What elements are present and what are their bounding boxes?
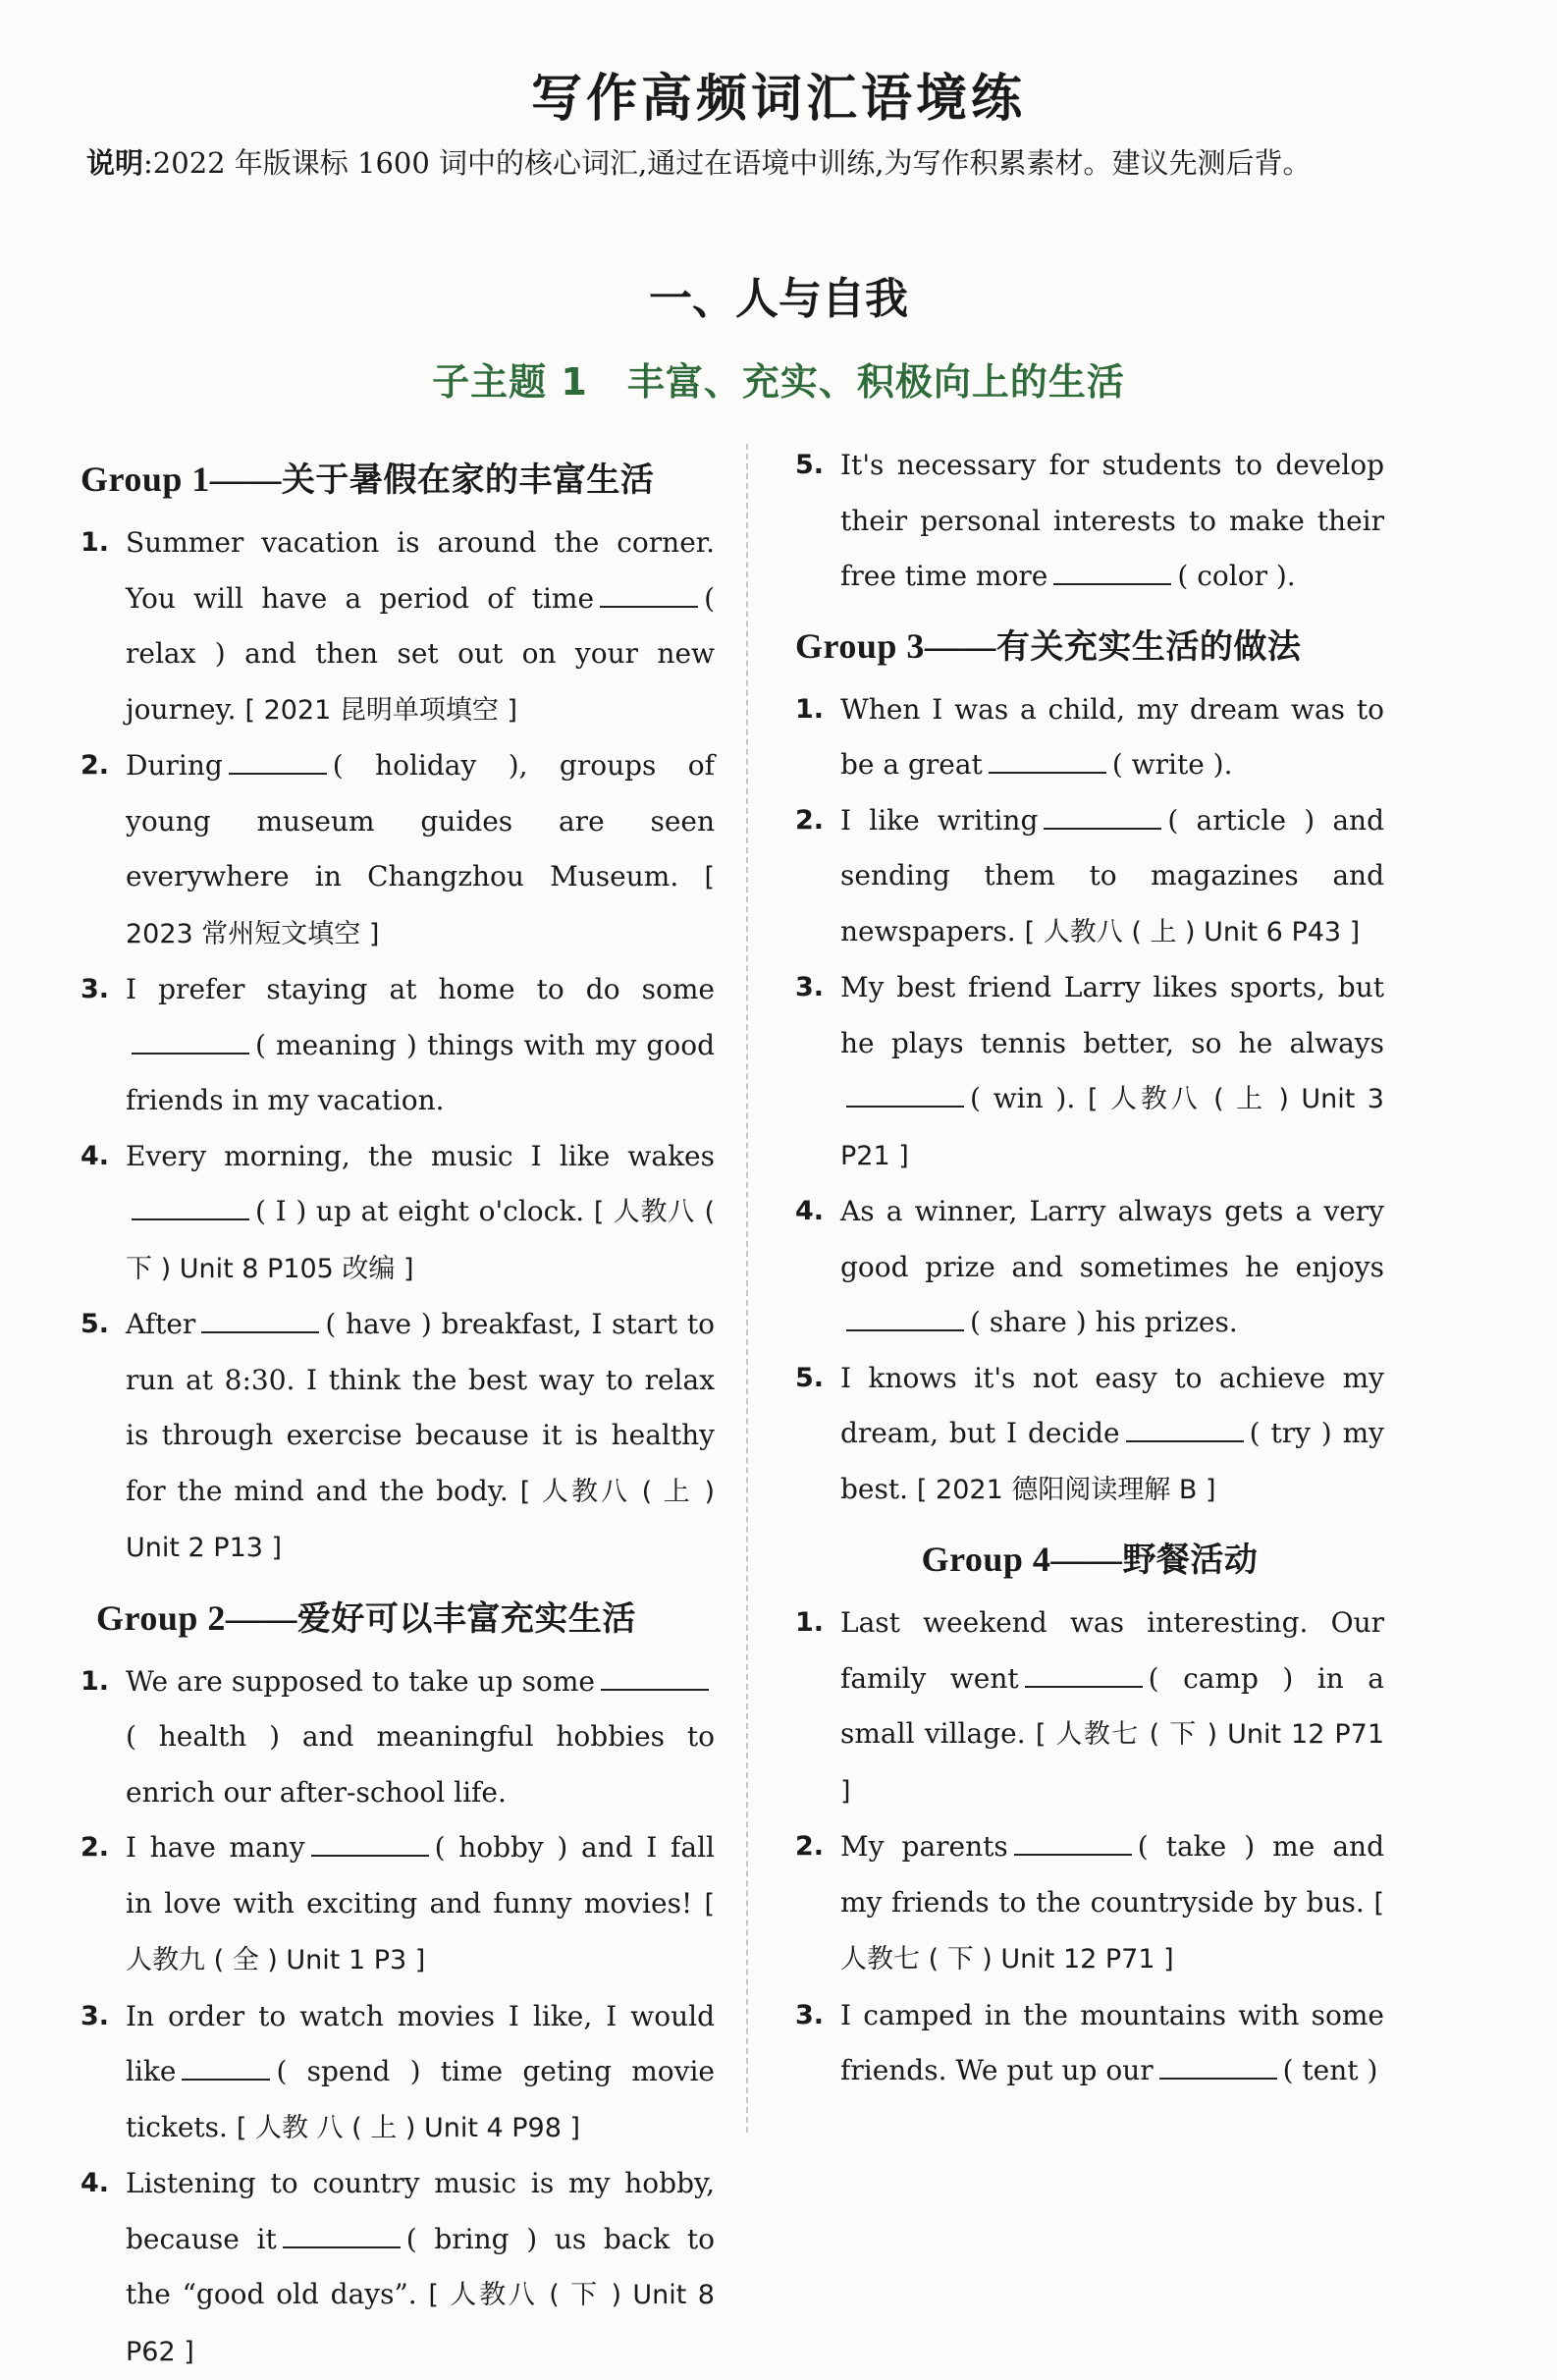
group-3-heading: Group 3——有关充实生活的做法: [795, 625, 1302, 667]
answer-blank[interactable]: [132, 1027, 249, 1055]
left-column: [81, 438, 715, 2380]
exercise-item: 2. During ( holiday ), groups of young museum guides are seen everywhere in Changzhou Museum. [ 2023 常州短文填空 ]: [81, 749, 715, 949]
exercise-item: 1. Last weekend was interesting. Our family went ( camp ) in a small village. [ 人教七 ( 下 ) Unit 12 P71 ]: [795, 1606, 1384, 1807]
column-divider: [746, 444, 748, 2133]
exercise-item: 5. I knows it's not easy to achieve my dream, but I decide ( try ) my best. [ 2021 德阳阅读理解 B ]: [795, 1361, 1384, 1505]
source-tag: [ 人教七 ( 下 ) Unit 12 P71 ]: [840, 1887, 1384, 1974]
subtheme-heading: [0, 352, 1557, 406]
answer-blank[interactable]: [1126, 1415, 1244, 1442]
source-tag: [ 人教八 ( 上 ) Unit 2 P13 ]: [126, 1476, 715, 1563]
exercise-item: 4. Listening to country music is my hobby, because it ( bring ) us back to the “good old days”. [ 人教八 ( 下 ) Unit 8 P62 ]: [81, 2167, 715, 2367]
answer-blank[interactable]: [283, 2221, 401, 2248]
intro-note: [86, 135, 1392, 190]
answer-blank[interactable]: [1053, 558, 1171, 585]
exercise-item: 2. I like writing ( article ) and sending them to magazines and newspapers. [ 人教八 ( 上 ) Unit 6 P43 ]: [795, 803, 1384, 947]
exercise-item: 5. After ( have ) breakfast, I start to run at 8:30. I think the best way to relax is through exercise because it is healthy for the mind and the body. [ 人教八 ( 上 ) Unit 2 P13 ]: [81, 1308, 715, 1563]
exercise-item: 3. I prefer staying at home to do some( meaning ) things with my good friends in my vacation.: [81, 973, 715, 1116]
source-tag: [ 人教七 ( 下 ) Unit 12 P71 ]: [840, 1719, 1384, 1807]
answer-blank[interactable]: [989, 746, 1106, 774]
answer-blank[interactable]: [600, 580, 698, 608]
section-heading: 一、人与自我: [649, 274, 908, 324]
source-tag: [ 人教八 ( 上 ) Unit 6 P43 ]: [1024, 916, 1361, 947]
right-column: [795, 438, 1384, 2099]
answer-blank[interactable]: [132, 1193, 249, 1220]
exercise-item: 2. I have many ( hobby ) and I fall in love with exciting and funny movies! [ 人教九 ( 全 ) Unit 1 P3 ]: [81, 1831, 716, 1975]
group-2-heading: Group 2——爱好可以丰富充实生活: [96, 1597, 636, 1639]
answer-blank[interactable]: [201, 1306, 319, 1333]
source-tag: [ 人教九 ( 全 ) Unit 1 P3 ]: [126, 1888, 716, 1975]
exercise-item: 1. When I was a child, my dream was to be a great ( write ).: [795, 692, 1384, 781]
answer-blank[interactable]: [846, 1304, 964, 1331]
subtheme-code: 子主题 1: [432, 360, 588, 404]
exercise-item: 1. We are supposed to take up some( health ) and meaningful hobbies to enrich our after-school life.: [81, 1664, 715, 1809]
intro-label: 说明: [86, 146, 144, 180]
group-4-heading: Group 4——野餐活动: [921, 1540, 1259, 1580]
answer-blank[interactable]: [1159, 2052, 1277, 2080]
exercise-item: 3. My best friend Larry likes sports, but he plays tennis better, so he always( win ). [ 人教八 ( 上 ) Unit 3 P21 ]: [795, 971, 1384, 1171]
answer-blank[interactable]: [229, 747, 327, 775]
source-tag: [ 人教八 ( 下 ) Unit 8 P105 改编 ]: [126, 1197, 716, 1284]
group-1-heading: Group 1——关于暑假在家的丰富生活: [81, 460, 655, 500]
exercise-item: 4. Every morning, the music I like wakes( I ) up at eight o'clock. [ 人教八 ( 下 ) Unit 8 P105 改编 ]: [81, 1139, 716, 1284]
answer-blank[interactable]: [311, 1829, 429, 1857]
exercise-item: 3. In order to watch movies I like, I would like ( spend ) time geting movie tickets. [ 人教 八 ( 上 ) Unit 4 P98 ]: [81, 1999, 715, 2143]
answer-blank[interactable]: [182, 2053, 270, 2081]
source-tag: [ 2021 德阳阅读理解 B ]: [916, 1474, 1216, 1505]
source-tag: [ 2023 常州短文填空 ]: [126, 862, 715, 949]
answer-blank[interactable]: [1025, 1660, 1143, 1688]
source-tag: [ 人教 八 ( 上 ) Unit 4 P98 ]: [236, 2112, 581, 2143]
answer-blank[interactable]: [1014, 1828, 1132, 1856]
exercise-item: 2. My parents ( take ) me and my friends to the countryside by bus. [ 人教七 ( 下 ) Unit 12 P71 ]: [795, 1830, 1384, 1974]
answer-blank[interactable]: [846, 1080, 964, 1108]
source-tag: [ 2021 昆明单项填空 ]: [244, 694, 517, 726]
exercise-item: 4. As a winner, Larry always gets a very good prize and sometimes he enjoys( share ) his prizes.: [795, 1195, 1384, 1338]
exercise-item: 5. It's necessary for students to develop their personal interests to make their free time more ( color ).: [795, 449, 1384, 592]
source-tag: [ 人教八 ( 下 ) Unit 8 P62 ]: [126, 2280, 715, 2367]
exercise-item: 1. Summer vacation is around the corner. You will have a period of time ( relax ) and then set out on your new journey. [ 2021 昆明单项填空 ]: [81, 526, 715, 726]
subtheme-title: 丰富、充实、积极向上的生活: [626, 360, 1125, 404]
exercise-item: 3. I camped in the mountains with some friends. We put up our ( tent ): [795, 1998, 1384, 2086]
answer-blank[interactable]: [1044, 802, 1161, 830]
page-title: 写作高频词汇语境练: [530, 70, 1026, 129]
intro-text: :2022 年版课标 1600 词中的核心词汇,通过在语境中训练,为写作积累素材。建议先测后背。: [143, 146, 1312, 180]
answer-blank[interactable]: [601, 1663, 709, 1691]
source-tag: [ 人教八 ( 上 ) Unit 3 P21 ]: [840, 1084, 1384, 1171]
